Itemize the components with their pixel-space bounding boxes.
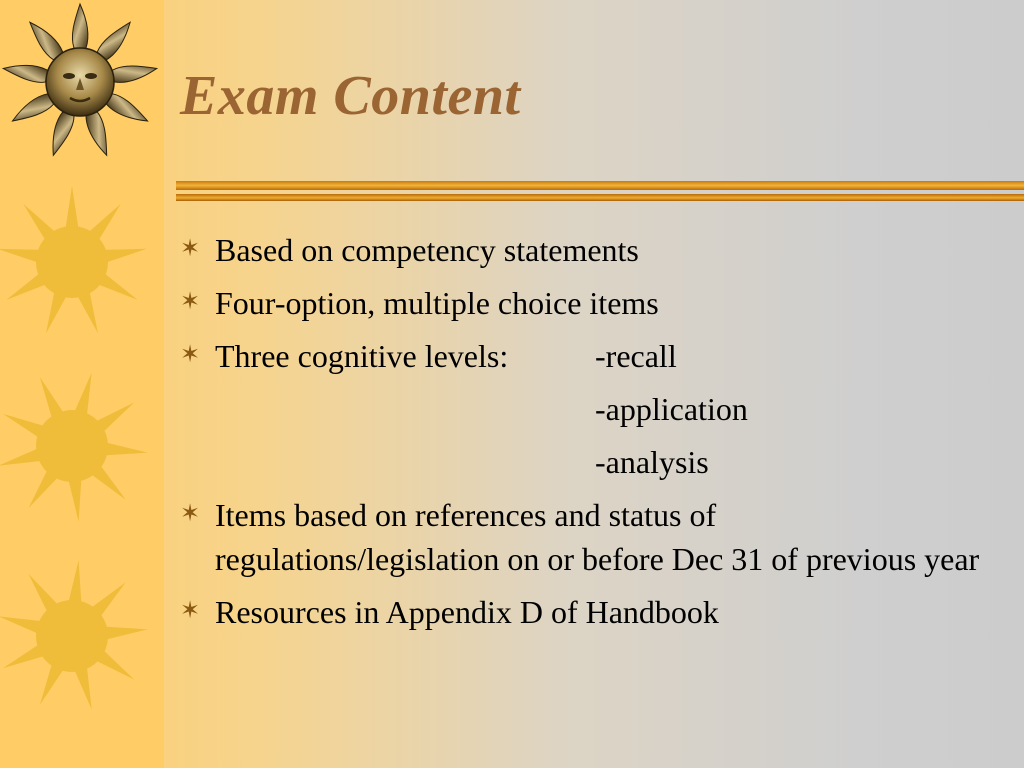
six-point-star-icon: ✶	[180, 596, 201, 624]
sun-icon	[0, 186, 148, 336]
bullet-text: Four-option, multiple choice items	[215, 285, 659, 321]
list-item	[180, 493, 1000, 581]
title-divider	[176, 181, 1024, 203]
six-point-star-icon: ✶	[180, 499, 201, 527]
list-item	[180, 590, 1000, 634]
divider-bar-bottom	[176, 194, 1024, 201]
bullet-list	[180, 228, 1000, 643]
six-point-star-icon: ✶	[180, 287, 201, 315]
sun-icon	[0, 371, 148, 523]
six-point-star-icon: ✶	[180, 234, 201, 262]
cognitive-level-row	[180, 387, 1000, 431]
cognitive-level: -analysis	[595, 444, 709, 480]
list-item	[180, 281, 1000, 325]
bullet-text: Based on competency statements	[215, 232, 639, 268]
slide-title: Exam Content	[180, 65, 521, 127]
decorative-sun-strip	[0, 0, 164, 768]
six-point-star-icon: ✶	[180, 340, 201, 368]
bullet-text: Items based on references and status of regulations/legislation on or before Dec 31 of previous year	[215, 497, 980, 577]
sun-face-icon	[2, 4, 158, 158]
cognitive-level: -application	[595, 391, 748, 427]
list-item	[180, 228, 1000, 272]
list-item	[180, 334, 1000, 378]
cognitive-level: -recall	[595, 338, 677, 374]
bullet-text: Three cognitive levels:	[215, 338, 509, 374]
bullet-text: Resources in Appendix D of Handbook	[215, 594, 719, 630]
sun-decorations	[0, 0, 164, 768]
cognitive-level-row	[180, 440, 1000, 484]
divider-bar-top	[176, 181, 1024, 190]
sun-icon	[0, 560, 148, 712]
